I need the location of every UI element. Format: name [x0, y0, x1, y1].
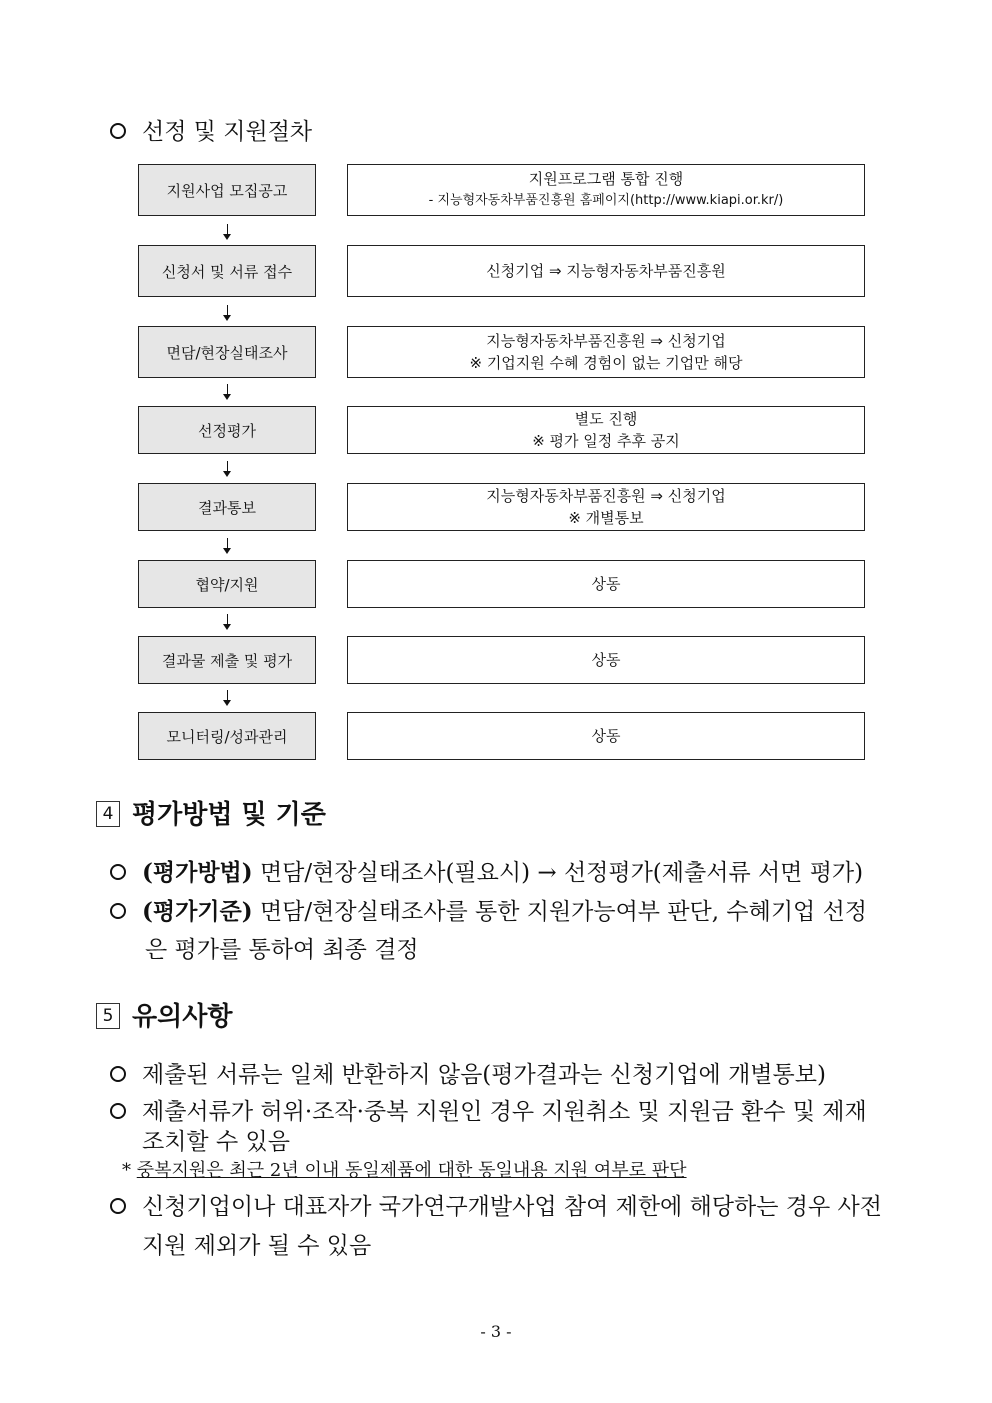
bullet-circle-icon — [110, 903, 126, 919]
item-label: (평가기준) — [142, 898, 253, 925]
step-desc-main: 상동 — [591, 727, 621, 745]
step-desc-note: ※ 개별통보 — [568, 509, 644, 527]
step-description — [347, 560, 865, 608]
step-label: 결과물 제출 및 평가 — [138, 636, 316, 684]
section-5-item-1 — [110, 1060, 826, 1090]
step-label: 신청서 및 서류 접수 — [138, 245, 316, 297]
step-description — [347, 164, 865, 216]
down-arrow-icon — [227, 461, 228, 475]
step-description — [347, 245, 865, 297]
step-description — [347, 636, 865, 684]
step-description — [347, 326, 865, 378]
down-arrow-icon — [227, 690, 228, 704]
step-description — [347, 712, 865, 760]
down-arrow-icon — [227, 538, 228, 552]
procedure-heading-text: 선정 및 지원절차 — [142, 119, 313, 145]
page-number: - 3 - — [480, 1322, 512, 1341]
item-text: 면담/현장실태조사를 통한 지원가능여부 판단, 수혜기업 선정 — [252, 899, 868, 925]
step-label: 결과통보 — [138, 483, 316, 531]
step-desc-main: 지원프로그램 통합 진행 — [528, 170, 684, 188]
step-description — [347, 483, 865, 531]
down-arrow-icon — [227, 224, 228, 238]
procedure-heading — [110, 117, 312, 147]
down-arrow-icon — [227, 384, 228, 398]
step-description — [347, 406, 865, 454]
section-title-text: 유의사항 — [132, 1002, 233, 1032]
section-number: 5 — [96, 1003, 120, 1029]
bullet-circle-icon — [110, 1103, 126, 1119]
step-label: 협약/지원 — [138, 560, 316, 608]
step-desc-sub: - 지능형자동차부품진흥원 홈페이지(http://www.kiapi.or.kr/) — [428, 193, 784, 208]
step-desc-main: 지능형자동차부품진흥원 ⇒ 신청기업 — [486, 487, 726, 505]
bullet-circle-icon — [110, 123, 126, 139]
section-5-item-3 — [110, 1192, 882, 1222]
step-label: 면담/현장실태조사 — [138, 326, 316, 378]
section-4-item-2 — [110, 897, 867, 927]
step-desc-main: 신청기업 ⇒ 지능형자동차부품진흥원 — [486, 262, 726, 280]
section-4-item-2-continuation: 은 평가를 통하여 최종 결정 — [145, 937, 419, 963]
step-desc-main: 지능형자동차부품진흥원 ⇒ 신청기업 — [486, 332, 726, 350]
section-title-text: 평가방법 및 기준 — [132, 800, 326, 830]
down-arrow-icon — [227, 614, 228, 628]
item-text: 제출서류가 허위·조작·중복 지원인 경우 지원취소 및 지원금 환수 및 제재 — [142, 1099, 867, 1125]
item-text: 면담/현장실태조사(필요시) → 선정평가(제출서류 서면 평가) — [252, 860, 864, 886]
section-5-item-2-continuation: 조치할 수 있음 — [142, 1129, 290, 1155]
step-desc-main: 상동 — [591, 651, 621, 669]
step-label: 선정평가 — [138, 406, 316, 454]
section-5-footnote — [122, 1159, 687, 1183]
section-5-item-3-continuation: 지원 제외가 될 수 있음 — [142, 1233, 372, 1259]
step-desc-main: 상동 — [591, 575, 621, 593]
section-5-title — [96, 1000, 232, 1034]
section-4-item-1 — [110, 858, 863, 888]
step-label: 지원사업 모집공고 — [138, 164, 316, 216]
section-number: 4 — [96, 801, 120, 827]
item-label: (평가방법) — [142, 859, 253, 886]
section-5-item-2 — [110, 1097, 867, 1127]
bullet-circle-icon — [110, 1066, 126, 1082]
down-arrow-icon — [227, 305, 228, 319]
step-desc-main: 별도 진행 — [574, 410, 638, 428]
step-label: 모니터링/성과관리 — [138, 712, 316, 760]
section-4-title — [96, 798, 326, 832]
bullet-circle-icon — [110, 864, 126, 880]
bullet-circle-icon — [110, 1198, 126, 1214]
item-text: 제출된 서류는 일체 반환하지 않음(평가결과는 신청기업에 개별통보) — [142, 1062, 826, 1088]
footnote-text: 중복지원은 최근 2년 이내 동일제품에 대한 동일내용 지원 여부로 판단 — [136, 1160, 687, 1181]
item-text: 신청기업이나 대표자가 국가연구개발사업 참여 제한에 해당하는 경우 사전 — [142, 1194, 882, 1220]
step-desc-note: ※ 평가 일정 추후 공지 — [532, 432, 680, 450]
step-desc-note: ※ 기업지원 수혜 경험이 없는 기업만 해당 — [469, 354, 743, 372]
footnote-mark: * — [122, 1160, 131, 1181]
